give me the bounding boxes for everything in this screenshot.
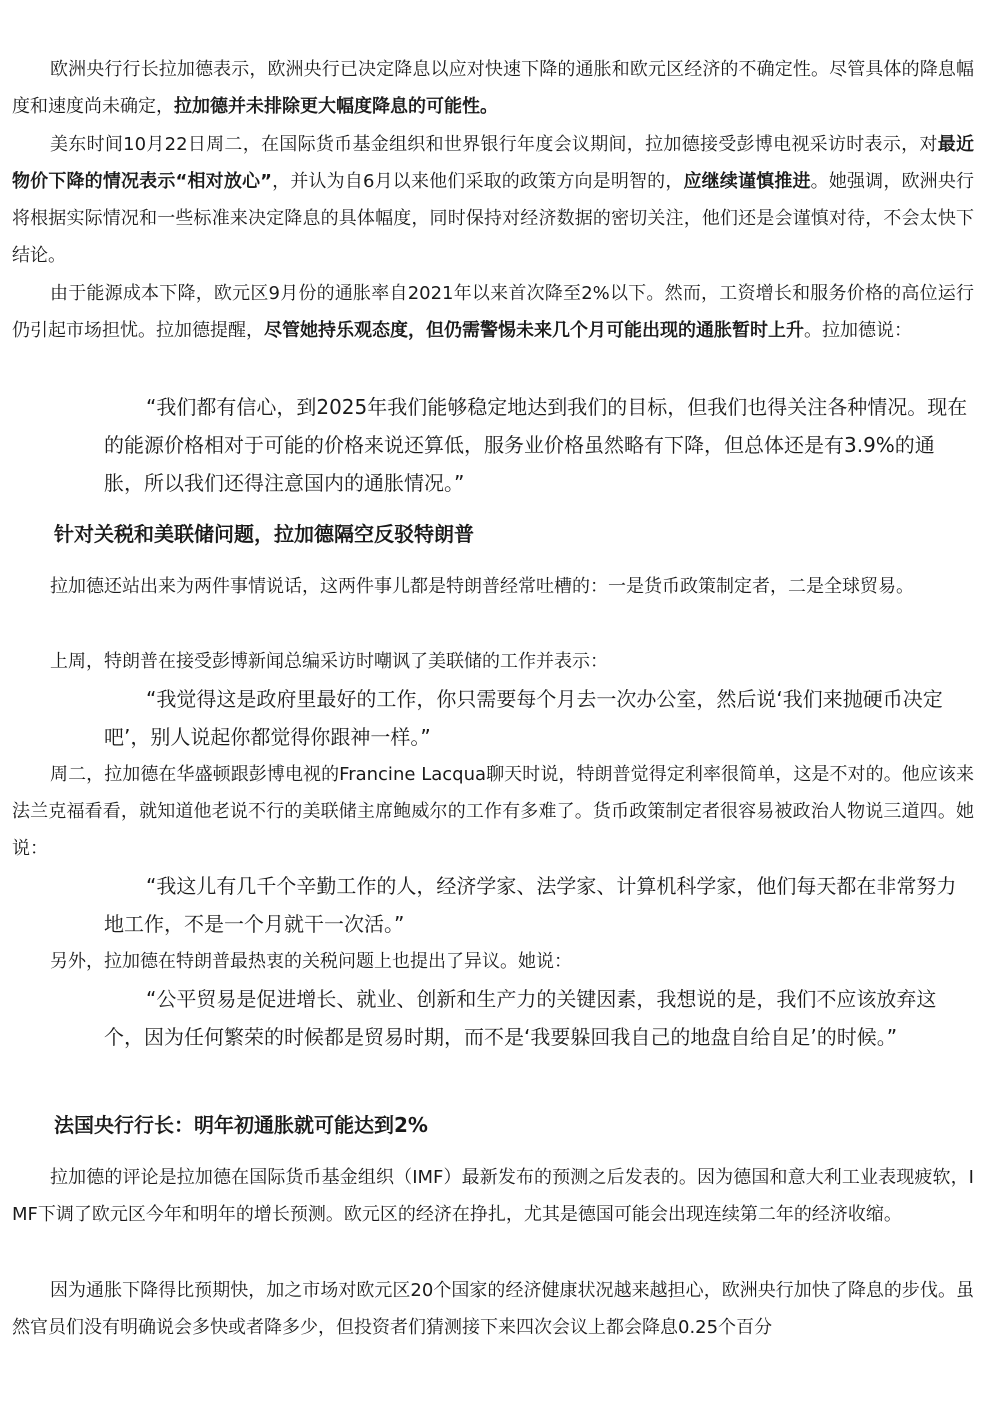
paragraph-text: 由于能源成本下降，欧元区9月份的通胀率自2021年以来首次降至2%以下。然而，工资增长和服务价格的高位运行仍引起市场担忧。拉加德提醒， [12, 283, 974, 341]
paragraph-trump-interview: 上周，特朗普在接受彭博新闻总编采访时嘲讽了美联储的工作并表示： [50, 651, 608, 672]
paragraph-bold-text: 拉加德并未排除更大幅度降息的可能性。 [174, 96, 498, 117]
paragraph-lagarde-statement [12, 51, 974, 125]
quote-lagarde-staff: “我这儿有几千个辛勤工作的人，经济学家、法学家、计算机科学家，他们每天都在非常努力地工作，不是一个月就干一次活。” [104, 874, 957, 936]
paragraph-tariff-objection: 另外，拉加德在特朗普最热衷的关税问题上也提出了异议。她说： [50, 951, 572, 972]
paragraph-two-issues: 拉加德还站出来为两件事情说话，这两件事儿都是特朗普经常吐槽的：一是货币政策制定者，二是全球贸易。 [50, 576, 914, 597]
paragraph-inflation-rate [12, 275, 974, 349]
paragraph-text: 。她强调，欧洲央行将根据实际情况和一些标准来决定降息的具体幅度，同时保持对经济数据的密切关注，他们还是会谨慎对待，不会太快下结论。 [12, 171, 974, 266]
paragraph-bold-text: 尽管她持乐观态度，但仍需警惕未来几个月可能出现的通胀暂时上升 [264, 320, 804, 341]
paragraph-text: 。拉加德说： [804, 320, 912, 341]
paragraph-rate-cuts: 因为通胀下降得比预期快，加之市场对欧元区20个国家的经济健康状况越来越担心，欧洲央行加快了降息的步伐。虽然官员们没有明确说会多快或者降多少，但投资者们猜测接下来四次会议上都会降息0.25个百分 [12, 1280, 974, 1338]
paragraph-bloomberg-interview [12, 126, 974, 274]
quote-fair-trade: “公平贸易是促进增长、就业、创新和生产力的关键因素，我想说的是，我们不应该放弃这个，因为任何繁荣的时候都是贸易时期，而不是‘我要躲回我自己的地盘自给自足’的时候。” [104, 987, 937, 1049]
section-heading-french-central-bank: 法国央行行长：明年初通胀就可能达到2% [54, 1113, 428, 1137]
paragraph-text: ，并认为自6月以来他们采取的政策方向是明智的， [272, 171, 684, 192]
paragraph-bold-text: 应继续谨慎推进 [683, 171, 811, 192]
paragraph-lagarde-rebuttal: 周二，拉加德在华盛顿跟彭博电视的Francine Lacqua聊天时说，特朗普觉得定利率很简单，这是不对的。他应该来法兰克福看看，就知道他老说不行的美联储主席鲍威尔的工作有多难了。货币政策制定者很容易被政治人物说三道四。她说： [12, 764, 974, 859]
section-heading-tariffs-fed: 针对关税和美联储问题，拉加德隔空反驳特朗普 [54, 522, 474, 546]
paragraph-text: 美东时间10月22日周二，在国际货币基金组织和世界银行年度会议期间，拉加德接受彭博电视采访时表示，对 [50, 134, 938, 155]
quote-lagarde-confidence: “我们都有信心，到2025年我们能够稳定地达到我们的目标，但我们也得关注各种情况。现在的能源价格相对于可能的价格来说还算低，服务业价格虽然略有下降，但总体还是有3.9%的通胀，所以我们还得注意国内的通胀情况。” [104, 395, 968, 495]
paragraph-imf-forecast: 拉加德的评论是拉加德在国际货币基金组织（IMF）最新发布的预测之后发表的。因为德国和意大利工业表现疲软，IMF下调了欧元区今年和明年的增长预测。欧元区的经济在挣扎，尤其是德国可能会出现连续第二年的经济收缩。 [12, 1167, 974, 1225]
quote-trump-fed-job: “我觉得这是政府里最好的工作，你只需要每个月去一次办公室，然后说‘我们来抛硬币决定吧’，别人说起你都觉得你跟神一样。” [104, 687, 943, 749]
paragraph-text: 欧洲央行行长拉加德表示，欧洲央行已决定降息以应对快速下降的通胀和欧元区经济的不确定性。尽管具体的降息幅度和速度尚未确定， [12, 59, 974, 117]
paragraph-bold-text: 最近物价下降的情况表示“相对放心” [12, 134, 974, 192]
